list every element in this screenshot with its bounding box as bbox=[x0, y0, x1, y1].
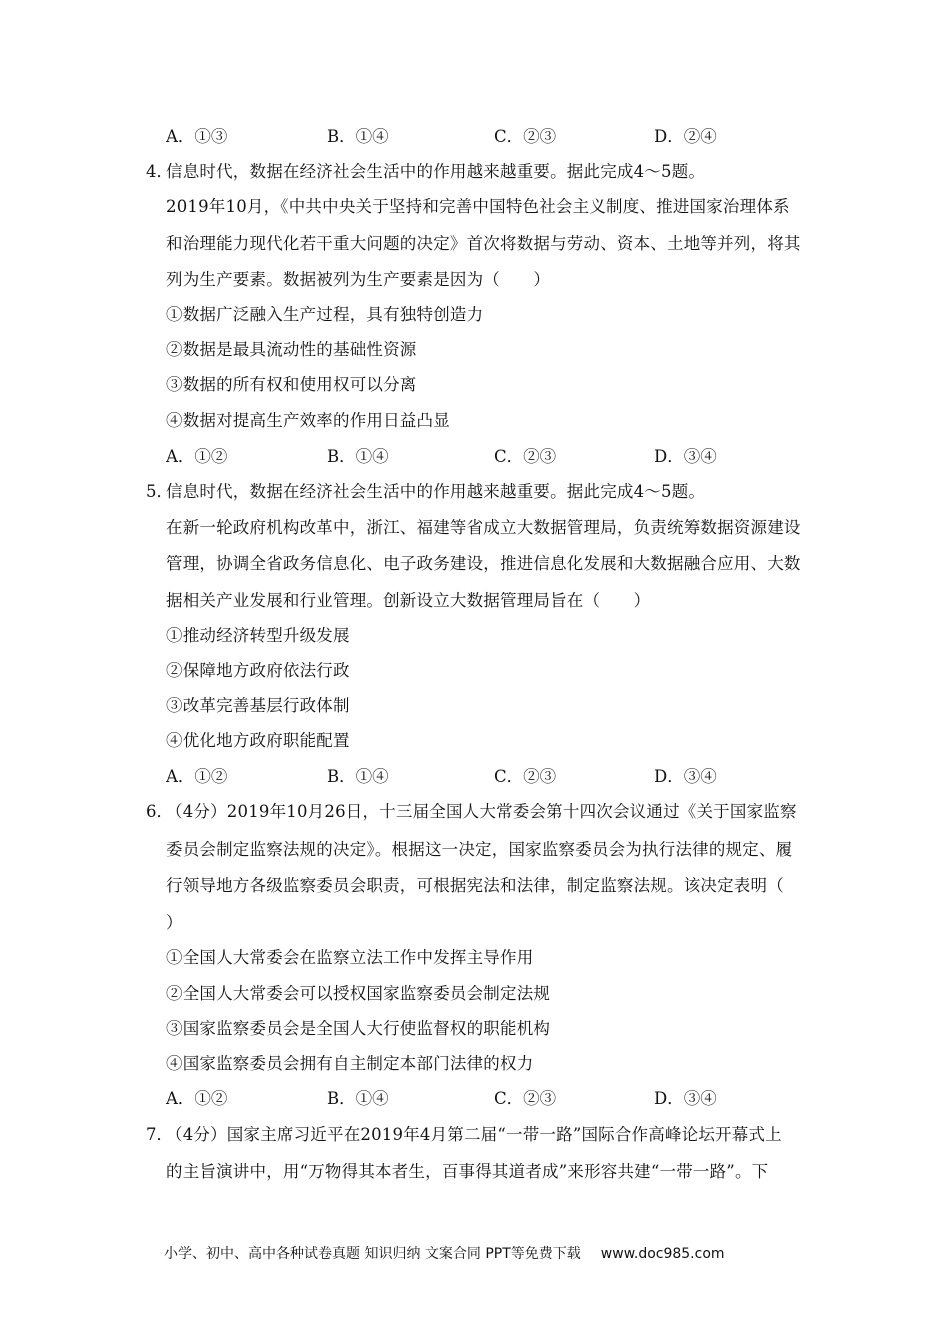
q4-option-a[interactable]: A．①② bbox=[166, 447, 228, 466]
q6-stem-line: 委员会制定监察法规的决定》。根据这一决定，国家监察委员会为执行法律的规定、履 bbox=[166, 840, 793, 859]
q4-passage-line: 和治理能力现代化若干重大问题的决定》首次将数据与劳动、资本、土地等并列，将其 bbox=[166, 234, 801, 253]
q4-number: 4． bbox=[146, 162, 173, 181]
q4-item: ②数据是最具流动性的基础性资源 bbox=[166, 340, 417, 359]
q6-item: ②全国人大常委会可以授权国家监察委员会制定法规 bbox=[166, 984, 551, 1003]
q5-passage-line: 管理，协调全省政务信息化、电子政务建设，推进信息化发展和大数据融合应用、大数 bbox=[166, 554, 801, 573]
q6-option-c[interactable]: C．②③ bbox=[494, 1089, 557, 1108]
q4-options bbox=[166, 445, 806, 469]
q3-option-a[interactable]: A．①③ bbox=[166, 127, 228, 146]
page-footer bbox=[164, 1243, 725, 1265]
q6-item: ①全国人大常委会在监察立法工作中发挥主导作用 bbox=[166, 948, 534, 967]
q5-stem: 信息时代，数据在经济社会生活中的作用越来越重要。据此完成4～5题。 bbox=[166, 482, 706, 501]
footer-text: 小学、初中、高中各种试卷真题 知识归纳 文案合同 PPT等免费下载 bbox=[164, 1246, 581, 1262]
q5-option-d[interactable]: D．③④ bbox=[654, 767, 717, 786]
q7-stem-line: （4分）国家主席习近平在2019年4月第二届“一带一路”国际合作高峰论坛开幕式上 bbox=[166, 1125, 782, 1144]
q6-item: ④国家监察委员会拥有自主制定本部门法律的权力 bbox=[166, 1054, 534, 1073]
q4-stem: 信息时代，数据在经济社会生活中的作用越来越重要。据此完成4～5题。 bbox=[166, 162, 706, 181]
q3-options bbox=[166, 125, 806, 149]
q7-stem-line: 的主旨演讲中，用“万物得其本者生，百事得其道者成”来形容共建“一带一路”。下 bbox=[166, 1162, 769, 1181]
q4-option-d[interactable]: D．③④ bbox=[654, 447, 717, 466]
q3-option-d[interactable]: D．②④ bbox=[654, 127, 717, 146]
q4-item: ③数据的所有权和使用权可以分离 bbox=[166, 375, 417, 394]
q4-option-c[interactable]: C．②③ bbox=[494, 447, 557, 466]
q4-option-b[interactable]: B．①④ bbox=[327, 447, 389, 466]
q3-option-c[interactable]: C．②③ bbox=[494, 127, 557, 146]
q3-option-b[interactable]: B．①④ bbox=[327, 127, 389, 146]
q5-item: ①推动经济转型升级发展 bbox=[166, 626, 350, 645]
q5-option-a[interactable]: A．①② bbox=[166, 767, 228, 786]
q5-item: ④优化地方政府职能配置 bbox=[166, 731, 350, 750]
q5-item: ②保障地方政府依法行政 bbox=[166, 661, 350, 680]
q5-option-b[interactable]: B．①④ bbox=[327, 767, 389, 786]
q5-number: 5． bbox=[146, 482, 173, 501]
q4-item: ④数据对提高生产效率的作用日益凸显 bbox=[166, 411, 450, 430]
footer-url[interactable]: www.doc985.com bbox=[600, 1246, 725, 1262]
q5-passage-line: 据相关产业发展和行业管理。创新设立大数据管理局旨在（ ） bbox=[166, 591, 651, 610]
q6-stem-line: 行领导地方各级监察委员会职责，可根据宪法和法律，制定监察法规。该决定表明（ bbox=[166, 876, 784, 895]
q7-number: 7． bbox=[146, 1125, 173, 1144]
q6-number: 6． bbox=[146, 802, 173, 821]
q4-passage-line: 2019年10月，《中共中央关于坚持和完善中国特色社会主义制度、推进国家治理体系 bbox=[166, 197, 790, 216]
q4-passage-line: 列为生产要素。数据被列为生产要素是因为（ ） bbox=[166, 270, 551, 289]
q6-options bbox=[166, 1087, 806, 1111]
q6-stem-line: ） bbox=[166, 913, 183, 932]
q6-option-a[interactable]: A．①② bbox=[166, 1089, 228, 1108]
q6-option-d[interactable]: D．③④ bbox=[654, 1089, 717, 1108]
q5-item: ③改革完善基层行政体制 bbox=[166, 696, 350, 715]
q6-option-b[interactable]: B．①④ bbox=[327, 1089, 389, 1108]
q6-stem-line: （4分）2019年10月26日，十三届全国人大常委会第十四次会议通过《关于国家监察 bbox=[166, 802, 797, 821]
q5-options bbox=[166, 765, 806, 789]
q6-item: ③国家监察委员会是全国人大行使监督权的职能机构 bbox=[166, 1019, 551, 1038]
q4-item: ①数据广泛融入生产过程，具有独特创造力 bbox=[166, 305, 484, 324]
q5-option-c[interactable]: C．②③ bbox=[494, 767, 557, 786]
q5-passage-line: 在新一轮政府机构改革中，浙江、福建等省成立大数据管理局，负责统筹数据资源建设 bbox=[166, 518, 801, 537]
